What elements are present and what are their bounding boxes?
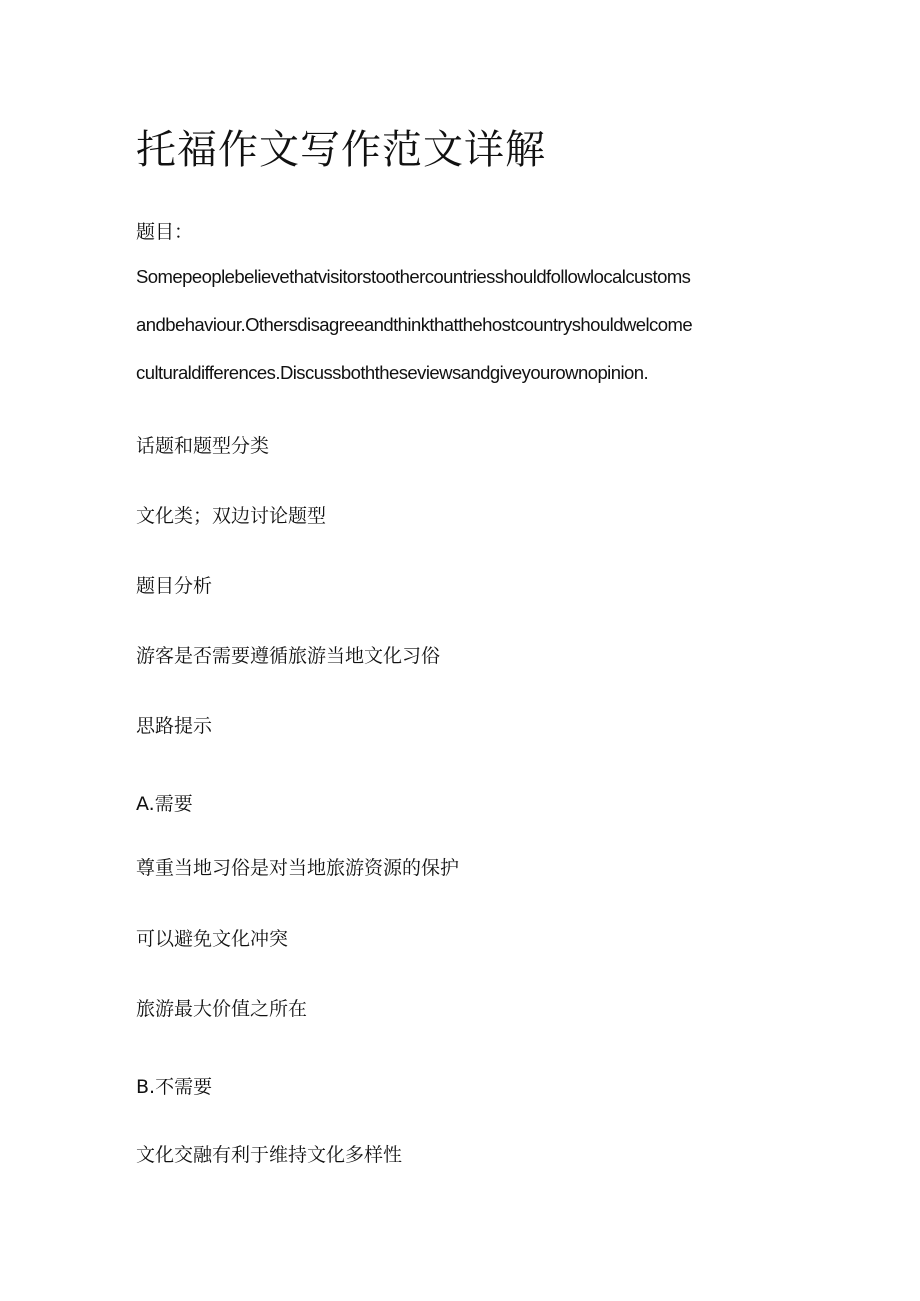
analysis-value: 游客是否需要遵循旅游当地文化习俗 bbox=[136, 645, 441, 667]
analysis-heading: 题目分析 bbox=[136, 575, 213, 597]
question-line-2: andbehaviour.Othersdisagreeandthinkthatthehostcountryshouldwelcome bbox=[136, 314, 693, 335]
section-a-point-1: 尊重当地习俗是对当地旅游资源的保护 bbox=[136, 857, 460, 879]
topic-heading: 话题和题型分类 bbox=[136, 435, 270, 457]
question-line-1: Somepeoplebelievethatvisitorstoothercountriesshouldfollowlocalcustoms bbox=[136, 266, 691, 287]
section-a-point-2: 可以避免文化冲突 bbox=[136, 928, 289, 950]
question-label: 题目： bbox=[136, 221, 194, 243]
section-b-label: B.不需要 bbox=[136, 1076, 213, 1098]
topic-value: 文化类；双边讨论题型 bbox=[136, 505, 327, 527]
section-a-label: A.需要 bbox=[136, 793, 193, 815]
ideas-heading: 思路提示 bbox=[136, 715, 213, 737]
section-b-point-1: 文化交融有利于维持文化多样性 bbox=[136, 1144, 403, 1166]
document-title: 托福作文写作范文详解 bbox=[136, 127, 546, 173]
question-line-3: culturaldifferences.Discussboththeseviewsandgiveyourownopinion. bbox=[136, 362, 649, 383]
section-a-point-3: 旅游最大价值之所在 bbox=[136, 998, 308, 1020]
